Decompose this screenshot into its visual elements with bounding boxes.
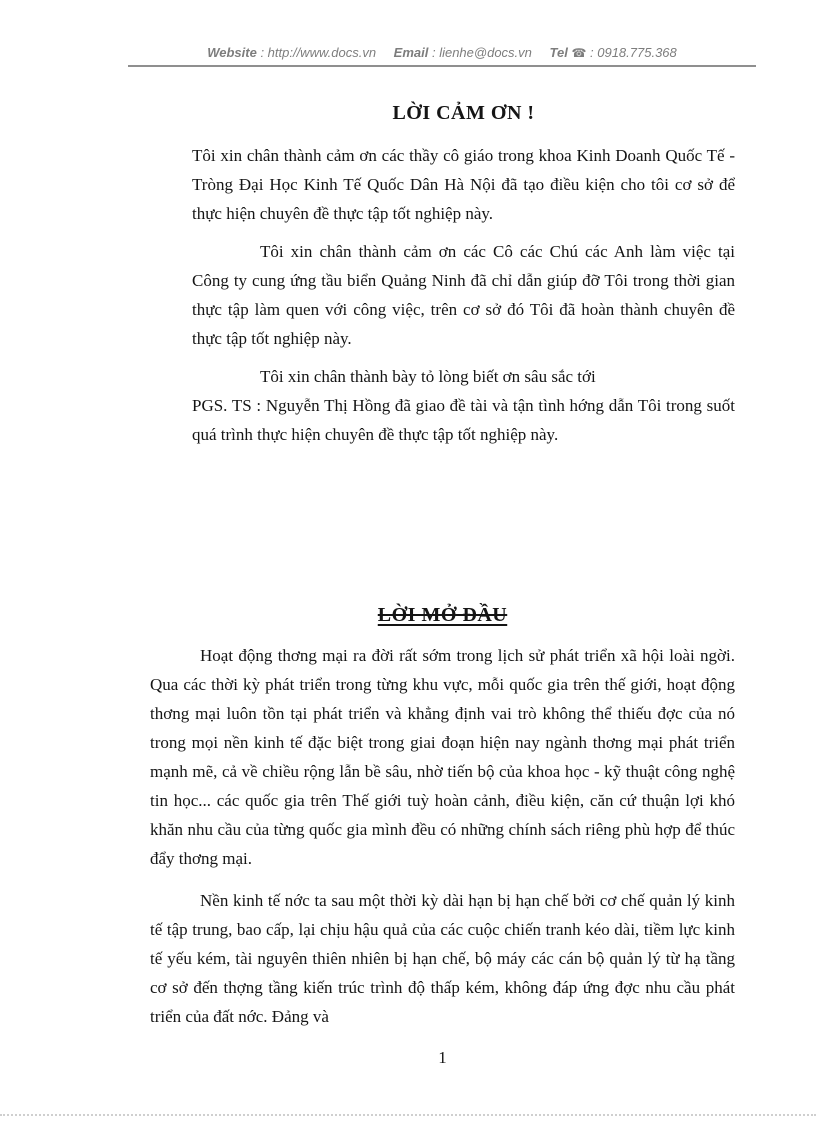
introduction-paragraph-2: Nền kinh tế nớc ta sau một thời kỳ dài hạn bị hạn chế bởi cơ chế quản lý kinh tế tập trung, bao cấp, lại chịu hậu quả của các cuộc chiến tranh kéo dài, tiềm lực kinh tế yếu kém, tài nguyên thiên nhiên bị hạn chế, bộ máy các cán bộ quản lý từ hạ tầng cơ sở đến thợng tầng kiến trúc trình độ thấp kém, không đáp ứng đợc nhu cầu phát triển của đất nớc. Đảng và <box>150 891 735 1026</box>
introduction-paragraph-1: Hoạt động thơng mại ra đời rất sớm trong lịch sử phát triển xã hội loài ngời. Qua các thời kỳ phát triển trong từng khu vực, mỗi quốc gia trên thế giới, hoạt động thơng mại luôn tồn tại phát triển và khẳng định vai trò không thể thiếu đợc của nó trong mọi nền kinh tế đặc biệt trong giai đoạn hiện nay ngành thơng mại phát triển mạnh mẽ, cả về chiều rộng lẫn bề sâu, nhờ tiến bộ của khoa học - kỹ thuật công nghệ tin học... các quốc gia trên Thế giới tuỳ hoàn cảnh, điều kiện, căn cứ thuận lợi khó khăn nhu cầu của từng quốc gia mình đều có những chính sách riêng phù hợp để thúc đẩy thơng mại. <box>150 646 735 868</box>
acknowledgement-paragraph-3 <box>192 362 735 449</box>
tel-value: : 0918.775.368 <box>586 45 677 60</box>
introduction-title-text: LỜI MỞ ĐẦU <box>377 604 508 626</box>
footer-divider <box>0 1114 816 1116</box>
tel-label: Tel <box>549 45 568 60</box>
header-website <box>207 45 376 60</box>
acknowledgement-section <box>192 102 735 449</box>
page-number: 1 <box>438 1048 447 1067</box>
header-tel <box>550 45 677 60</box>
acknowledgement-paragraph-2: Tôi xin chân thành cảm ơn các Cô các Chú các Anh làm việc tại Công ty cung ứng tầu biển Quảng Ninh đã chỉ dẫn giúp đỡ Tôi trong thời gian thực tập làm quen với công việc, trên cơ sở đó Tôi đã hoàn thành chuyên đề thực tập tốt nghiệp này. <box>192 242 735 348</box>
acknowledgement-paragraph-1: Tôi xin chân thành cảm ơn các thầy cô giáo trong khoa Kinh Doanh Quốc Tế - Tròng Đại Học Kinh Tế Quốc Dân Hà Nội đã tạo điều kiện cho tôi cơ sở để thực hiện chuyên đề thực tập tốt nghiệp này. <box>192 146 735 223</box>
website-value: : http://www.docs.vn <box>256 45 377 60</box>
email-value: : lienhe@docs.vn <box>428 45 532 60</box>
header-email <box>394 45 532 60</box>
acknowledgement-title: LỜI CẢM ƠN ! <box>392 102 535 124</box>
acknowledgement-paragraph-3-line-1: Tôi xin chân thành bày tỏ lòng biết ơn sâu sắc tới <box>260 367 596 386</box>
acknowledgement-paragraph-3-rest: PGS. TS : Nguyễn Thị Hồng đã giao đề tài và tận tình hớng dẫn Tôi trong suốt quá trình thực hiện chuyên đề thực tập tốt nghiệp này. <box>192 396 735 444</box>
page-header <box>128 45 756 67</box>
page-content <box>150 96 735 1040</box>
website-label: Website <box>207 45 257 60</box>
introduction-title <box>150 604 735 627</box>
introduction-section <box>150 604 735 1031</box>
phone-icon: ☎ <box>571 46 587 60</box>
email-label: Email <box>393 45 429 60</box>
